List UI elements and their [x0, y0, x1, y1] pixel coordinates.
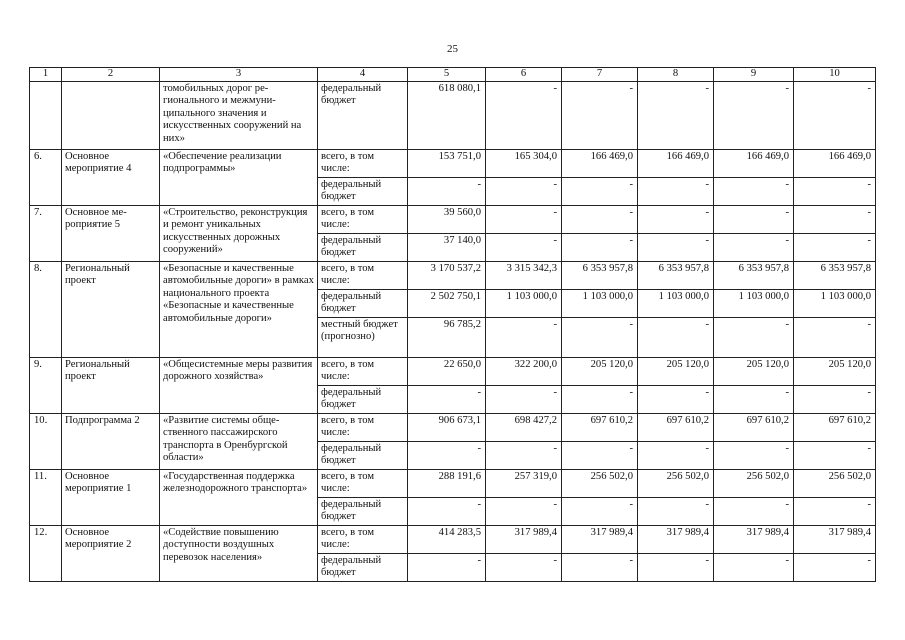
value-cell: - [638, 206, 714, 234]
value-cell: 698 427,2 [486, 414, 562, 442]
row-name: «Общесистемные меры развития дорожного хозяйства» [160, 358, 318, 414]
value-cell: 1 103 000,0 [486, 290, 562, 318]
value-cell: 6 353 957,8 [562, 262, 638, 290]
value-cell: - [638, 498, 714, 526]
value-cell: 697 610,2 [794, 414, 876, 442]
value-cell: - [714, 498, 794, 526]
value-cell: 205 120,0 [714, 358, 794, 386]
row-type: Основное мероприятие 1 [62, 470, 160, 526]
row-number: 7. [30, 206, 62, 262]
funding-source: всего, в том числе: [318, 206, 408, 234]
value-cell: - [794, 442, 876, 470]
row-type [62, 82, 160, 150]
row-number: 10. [30, 414, 62, 470]
header-cell: 5 [408, 68, 486, 82]
value-cell: - [638, 234, 714, 262]
value-cell: - [638, 442, 714, 470]
funding-source: всего, в том числе: [318, 526, 408, 554]
page-number: 25 [447, 43, 458, 55]
header-cell: 4 [318, 68, 408, 82]
header-cell: 8 [638, 68, 714, 82]
value-cell: - [562, 178, 638, 206]
value-cell: 205 120,0 [638, 358, 714, 386]
value-cell: 414 283,5 [408, 526, 486, 554]
value-cell: - [408, 178, 486, 206]
budget-table [29, 67, 876, 582]
value-cell: - [486, 82, 562, 150]
value-cell: - [638, 386, 714, 414]
table-row [30, 526, 876, 554]
funding-source: федеральный бюджет [318, 442, 408, 470]
value-cell: 317 989,4 [562, 526, 638, 554]
header-cell: 1 [30, 68, 62, 82]
value-cell: - [408, 442, 486, 470]
value-cell: 697 610,2 [562, 414, 638, 442]
header-cell: 3 [160, 68, 318, 82]
value-cell: - [562, 206, 638, 234]
header-cell: 2 [62, 68, 160, 82]
header-row [30, 68, 876, 82]
value-cell: - [714, 206, 794, 234]
value-cell: 906 673,1 [408, 414, 486, 442]
table-row [30, 358, 876, 386]
funding-source: всего, в том числе: [318, 358, 408, 386]
row-number [30, 82, 62, 150]
value-cell: - [638, 82, 714, 150]
row-type: Основное мероприятие 2 [62, 526, 160, 582]
row-name: «Государственная поддержка железнодорожного транспорта» [160, 470, 318, 526]
value-cell: - [486, 554, 562, 582]
value-cell: 288 191,6 [408, 470, 486, 498]
value-cell: 317 989,4 [714, 526, 794, 554]
value-cell: 322 200,0 [486, 358, 562, 386]
value-cell: - [486, 178, 562, 206]
value-cell: - [714, 178, 794, 206]
funding-source: федеральный бюджет [318, 386, 408, 414]
table-row [30, 470, 876, 498]
row-type: Региональный проект [62, 262, 160, 358]
value-cell: 3 315 342,3 [486, 262, 562, 290]
table-row [30, 206, 876, 234]
value-cell: - [562, 234, 638, 262]
value-cell: - [486, 498, 562, 526]
funding-source: федеральный бюджет [318, 498, 408, 526]
value-cell: 166 469,0 [794, 150, 876, 178]
value-cell: 6 353 957,8 [794, 262, 876, 290]
table-row [30, 150, 876, 178]
value-cell: - [562, 442, 638, 470]
row-number: 8. [30, 262, 62, 358]
funding-source: федеральный бюджет [318, 234, 408, 262]
value-cell: - [562, 82, 638, 150]
value-cell: - [638, 318, 714, 358]
value-cell: 39 560,0 [408, 206, 486, 234]
funding-source: всего, в том числе: [318, 150, 408, 178]
value-cell: 37 140,0 [408, 234, 486, 262]
value-cell: 256 502,0 [562, 470, 638, 498]
value-cell: - [486, 206, 562, 234]
funding-source: федеральный бюджет [318, 82, 408, 150]
funding-source: федеральный бюджет [318, 290, 408, 318]
value-cell: 256 502,0 [638, 470, 714, 498]
row-name: «Обеспечение реализации подпрограммы» [160, 150, 318, 206]
row-number: 11. [30, 470, 62, 526]
value-cell: 1 103 000,0 [714, 290, 794, 318]
row-type: Региональный проект [62, 358, 160, 414]
value-cell: - [486, 234, 562, 262]
value-cell: - [794, 178, 876, 206]
row-number: 12. [30, 526, 62, 582]
value-cell: 153 751,0 [408, 150, 486, 178]
value-cell: - [408, 386, 486, 414]
value-cell: 3 170 537,2 [408, 262, 486, 290]
value-cell: - [486, 386, 562, 414]
value-cell: - [794, 82, 876, 150]
value-cell: - [562, 318, 638, 358]
value-cell: - [714, 386, 794, 414]
value-cell: 317 989,4 [638, 526, 714, 554]
value-cell: 697 610,2 [714, 414, 794, 442]
funding-source: местный бюджет (прогнозно) [318, 318, 408, 358]
value-cell: - [794, 554, 876, 582]
row-number: 6. [30, 150, 62, 206]
funding-source: всего, в том числе: [318, 470, 408, 498]
value-cell: 166 469,0 [638, 150, 714, 178]
value-cell: - [638, 178, 714, 206]
value-cell: 1 103 000,0 [562, 290, 638, 318]
value-cell: - [408, 498, 486, 526]
value-cell: 205 120,0 [794, 358, 876, 386]
value-cell: 165 304,0 [486, 150, 562, 178]
table-row [30, 82, 876, 150]
funding-source: федеральный бюджет [318, 178, 408, 206]
value-cell: - [714, 318, 794, 358]
value-cell: 6 353 957,8 [714, 262, 794, 290]
value-cell: - [794, 386, 876, 414]
header-cell: 9 [714, 68, 794, 82]
value-cell: 317 989,4 [794, 526, 876, 554]
value-cell: 1 103 000,0 [794, 290, 876, 318]
value-cell: 96 785,2 [408, 318, 486, 358]
table-body [30, 68, 876, 582]
value-cell: 22 650,0 [408, 358, 486, 386]
value-cell: - [562, 498, 638, 526]
value-cell: - [408, 554, 486, 582]
row-type: Подпрограмма 2 [62, 414, 160, 470]
funding-source: федеральный бюджет [318, 554, 408, 582]
row-name: «Безопасные и качественные автомобильные дороги» в рамках национального проекта «Безопасные и качественные автомобильные дороги» [160, 262, 318, 358]
value-cell: - [714, 234, 794, 262]
value-cell: 166 469,0 [714, 150, 794, 178]
row-name: «Развитие системы общественного пассажирского транспорта в Оренбургской области» [160, 414, 318, 470]
row-type: Основное мероприятие 5 [62, 206, 160, 262]
funding-source: всего, в том числе: [318, 262, 408, 290]
header-cell: 7 [562, 68, 638, 82]
value-cell: - [486, 318, 562, 358]
table-row [30, 262, 876, 290]
row-number: 9. [30, 358, 62, 414]
row-type: Основное мероприятие 4 [62, 150, 160, 206]
value-cell: 317 989,4 [486, 526, 562, 554]
header-cell: 10 [794, 68, 876, 82]
value-cell: 166 469,0 [562, 150, 638, 178]
value-cell: 618 080,1 [408, 82, 486, 150]
row-name: томобильных дорог регионального и межмуниципального значения и искусственных сооружений на них» [160, 82, 318, 150]
value-cell: - [794, 206, 876, 234]
value-cell: - [714, 442, 794, 470]
value-cell: - [714, 82, 794, 150]
value-cell: - [714, 554, 794, 582]
table-row [30, 414, 876, 442]
value-cell: - [794, 234, 876, 262]
value-cell: - [562, 386, 638, 414]
funding-source: всего, в том числе: [318, 414, 408, 442]
value-cell: - [562, 554, 638, 582]
value-cell: 256 502,0 [794, 470, 876, 498]
value-cell: - [794, 498, 876, 526]
value-cell: 6 353 957,8 [638, 262, 714, 290]
value-cell: 205 120,0 [562, 358, 638, 386]
value-cell: 1 103 000,0 [638, 290, 714, 318]
value-cell: - [638, 554, 714, 582]
header-cell: 6 [486, 68, 562, 82]
row-name: «Строительство, реконструкция и ремонт уникальных искусственных дорожных сооружений» [160, 206, 318, 262]
value-cell: 2 502 750,1 [408, 290, 486, 318]
value-cell: - [486, 442, 562, 470]
value-cell: 256 502,0 [714, 470, 794, 498]
value-cell: - [794, 318, 876, 358]
value-cell: 257 319,0 [486, 470, 562, 498]
value-cell: 697 610,2 [638, 414, 714, 442]
row-name: «Содействие повышению доступности воздушных перевозок населения» [160, 526, 318, 582]
